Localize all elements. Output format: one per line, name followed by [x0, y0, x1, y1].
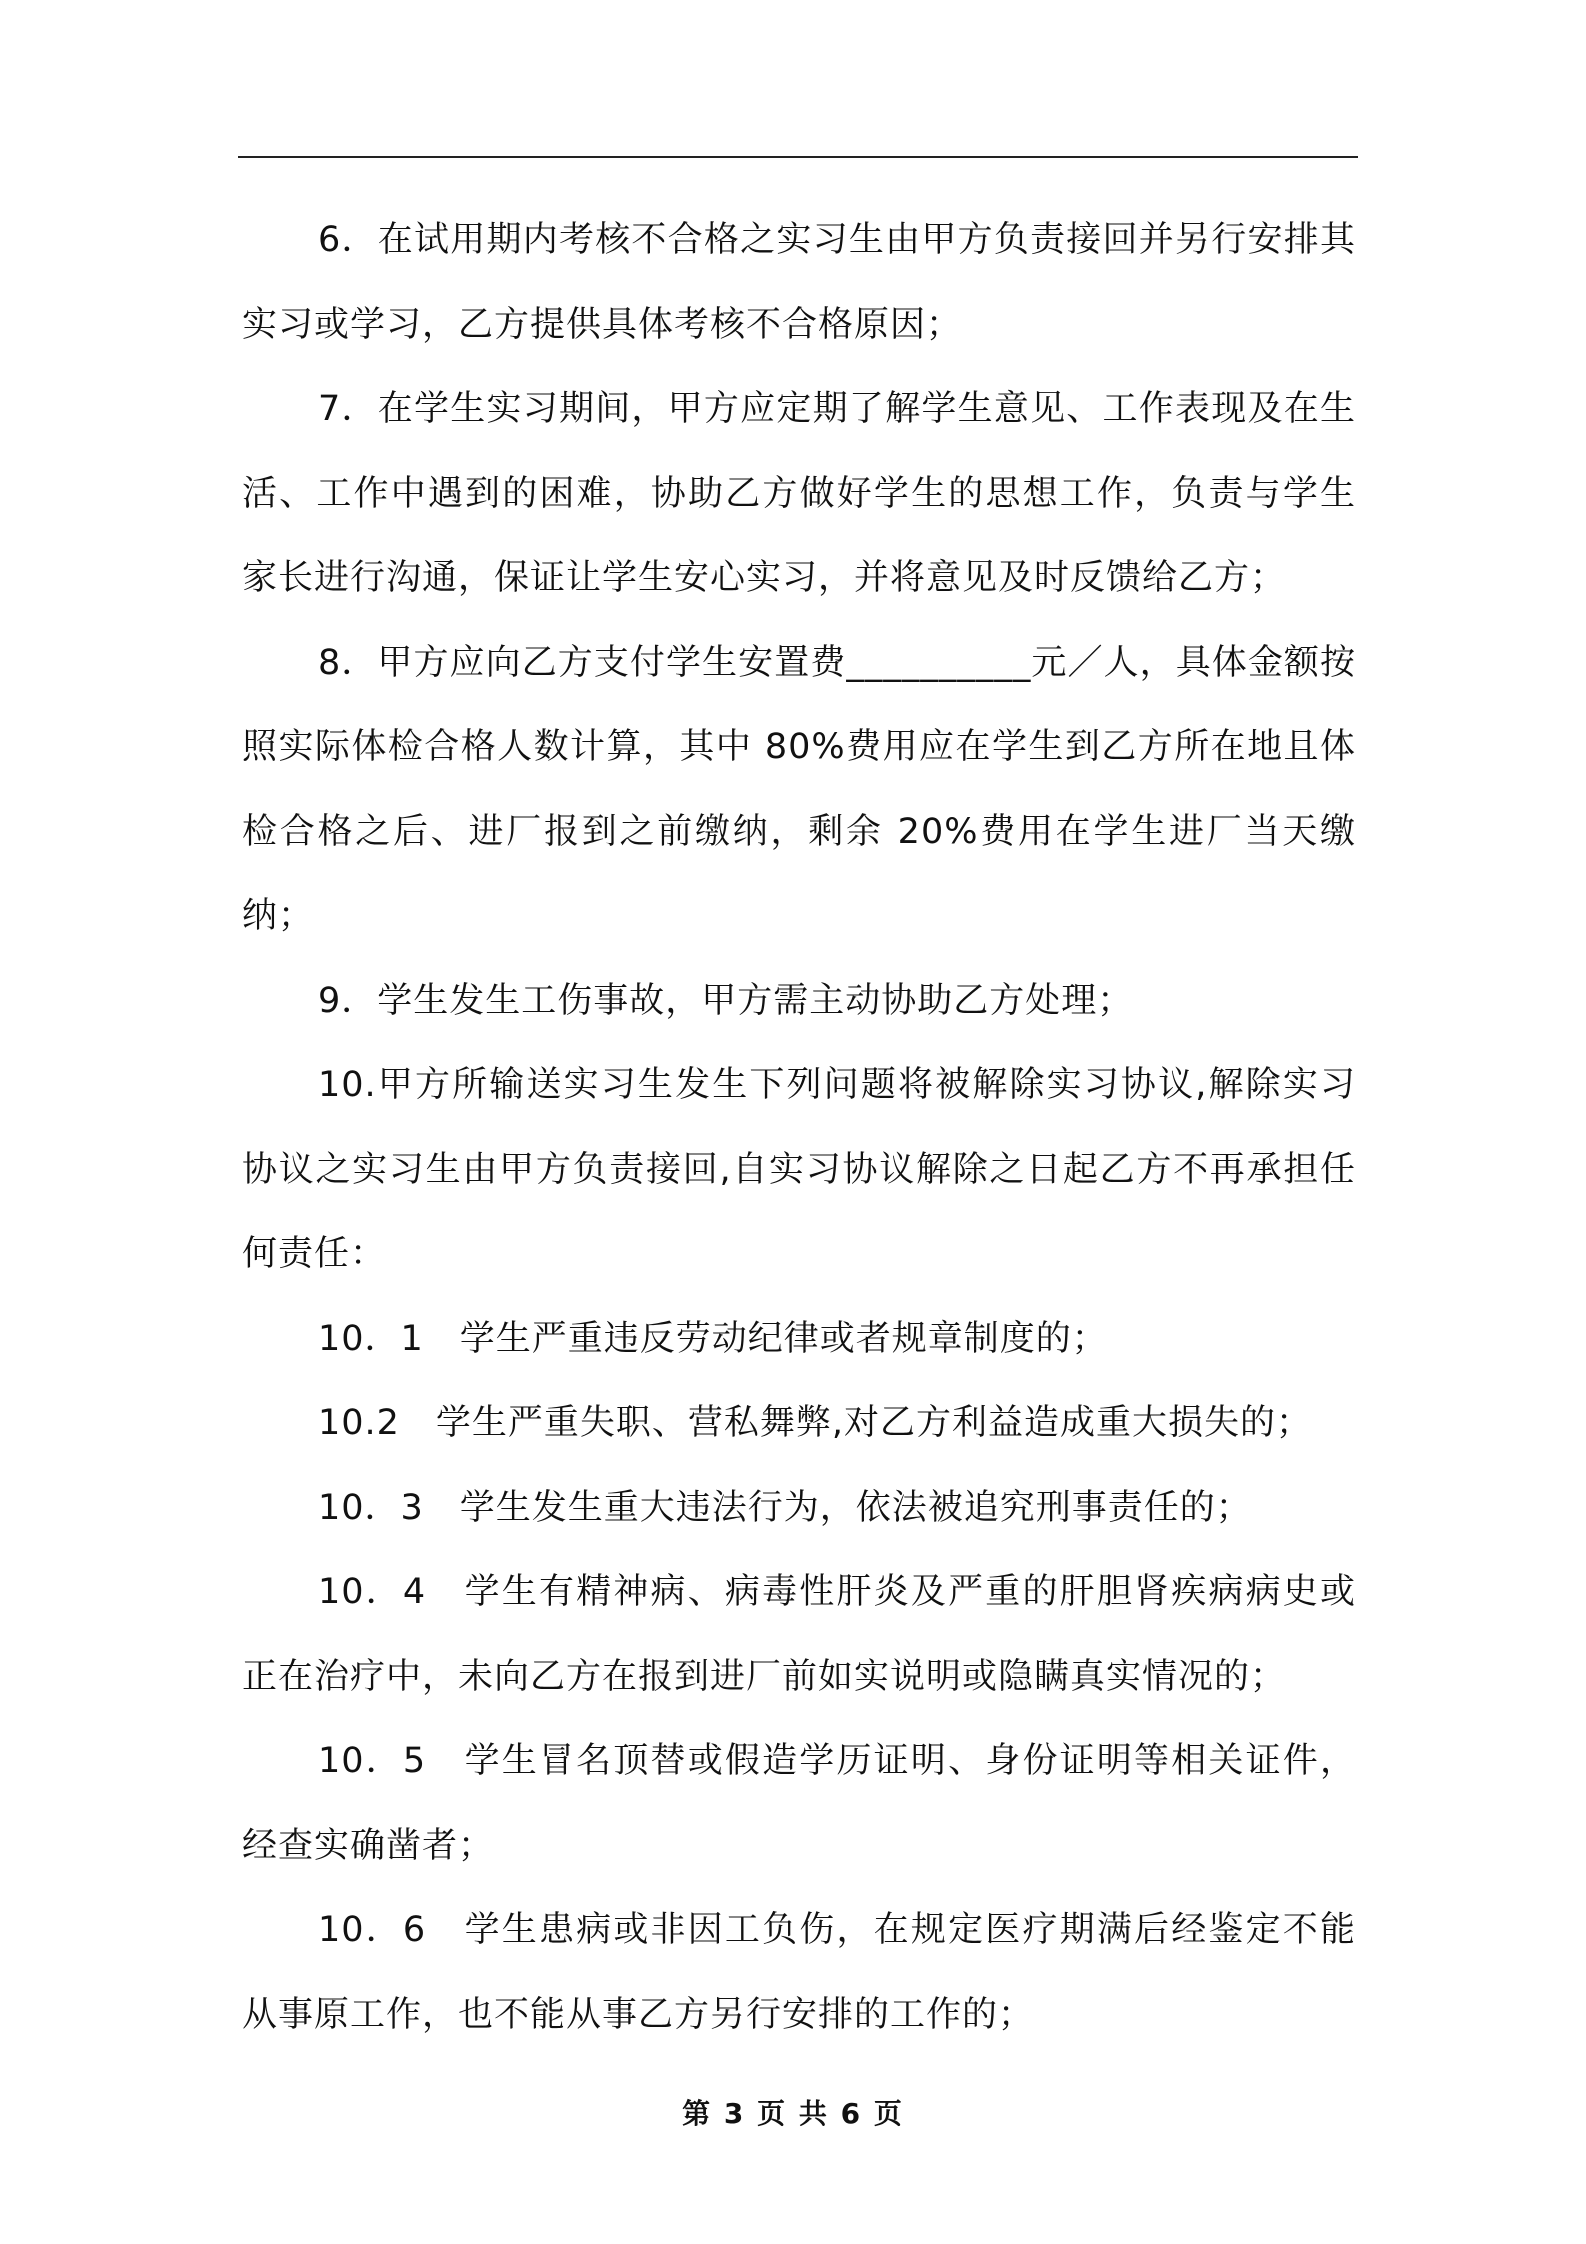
clause-10-6: 10．6 学生患病或非因工负伤，在规定医疗期满后经鉴定不能从事原工作，也不能从事乙方另行安排的工作的；	[242, 1910, 1356, 2035]
header-rule	[238, 156, 1358, 158]
clause-10-2: 10.2 学生严重失职、营私舞弊,对乙方利益造成重大损失的；	[318, 1403, 1313, 1443]
clause-8: 8．甲方应向乙方支付学生安置费__________元／人，具体金额按照实际体检合格人数计算，其中 80%费用应在学生到乙方所在地且体检合格之后、进厂报到之前缴纳，剩余 20%费用在学生进厂当天缴纳；	[242, 642, 1356, 936]
clause-7: 7．在学生实习期间，甲方应定期了解学生意见、工作表现及在生活、工作中遇到的困难，协助乙方做好学生的思想工作，负责与学生家长进行沟通，保证让学生安心实习，并将意见及时反馈给乙方；	[242, 389, 1356, 598]
clause-10-4: 10．4 学生有精神病、病毒性肝炎及严重的肝胆肾疾病病史或正在治疗中，未向乙方在报到进厂前如实说明或隐瞒真实情况的；	[242, 1572, 1356, 1697]
clause-6: 6．在试用期内考核不合格之实习生由甲方负责接回并另行安排其实习或学习，乙方提供具体考核不合格原因；	[242, 220, 1356, 345]
document-body	[242, 198, 1356, 2057]
clause-10: 10.甲方所输送实习生发生下列问题将被解除实习协议,解除实习协议之实习生由甲方负责接回,自实习协议解除之日起乙方不再承担任何责任：	[242, 1065, 1356, 1274]
page-number-footer: 第 3 页 共 6 页	[682, 2097, 904, 2130]
clause-10-3: 10．3 学生发生重大违法行为，依法被追究刑事责任的；	[318, 1487, 1252, 1528]
clause-9: 9．学生发生工伤事故，甲方需主动协助乙方处理；	[318, 980, 1134, 1021]
clause-10-5: 10．5 学生冒名顶替或假造学历证明、身份证明等相关证件，经查实确凿者；	[242, 1741, 1356, 1866]
clause-10-1: 10．1 学生严重违反劳动纪律或者规章制度的；	[318, 1318, 1108, 1359]
